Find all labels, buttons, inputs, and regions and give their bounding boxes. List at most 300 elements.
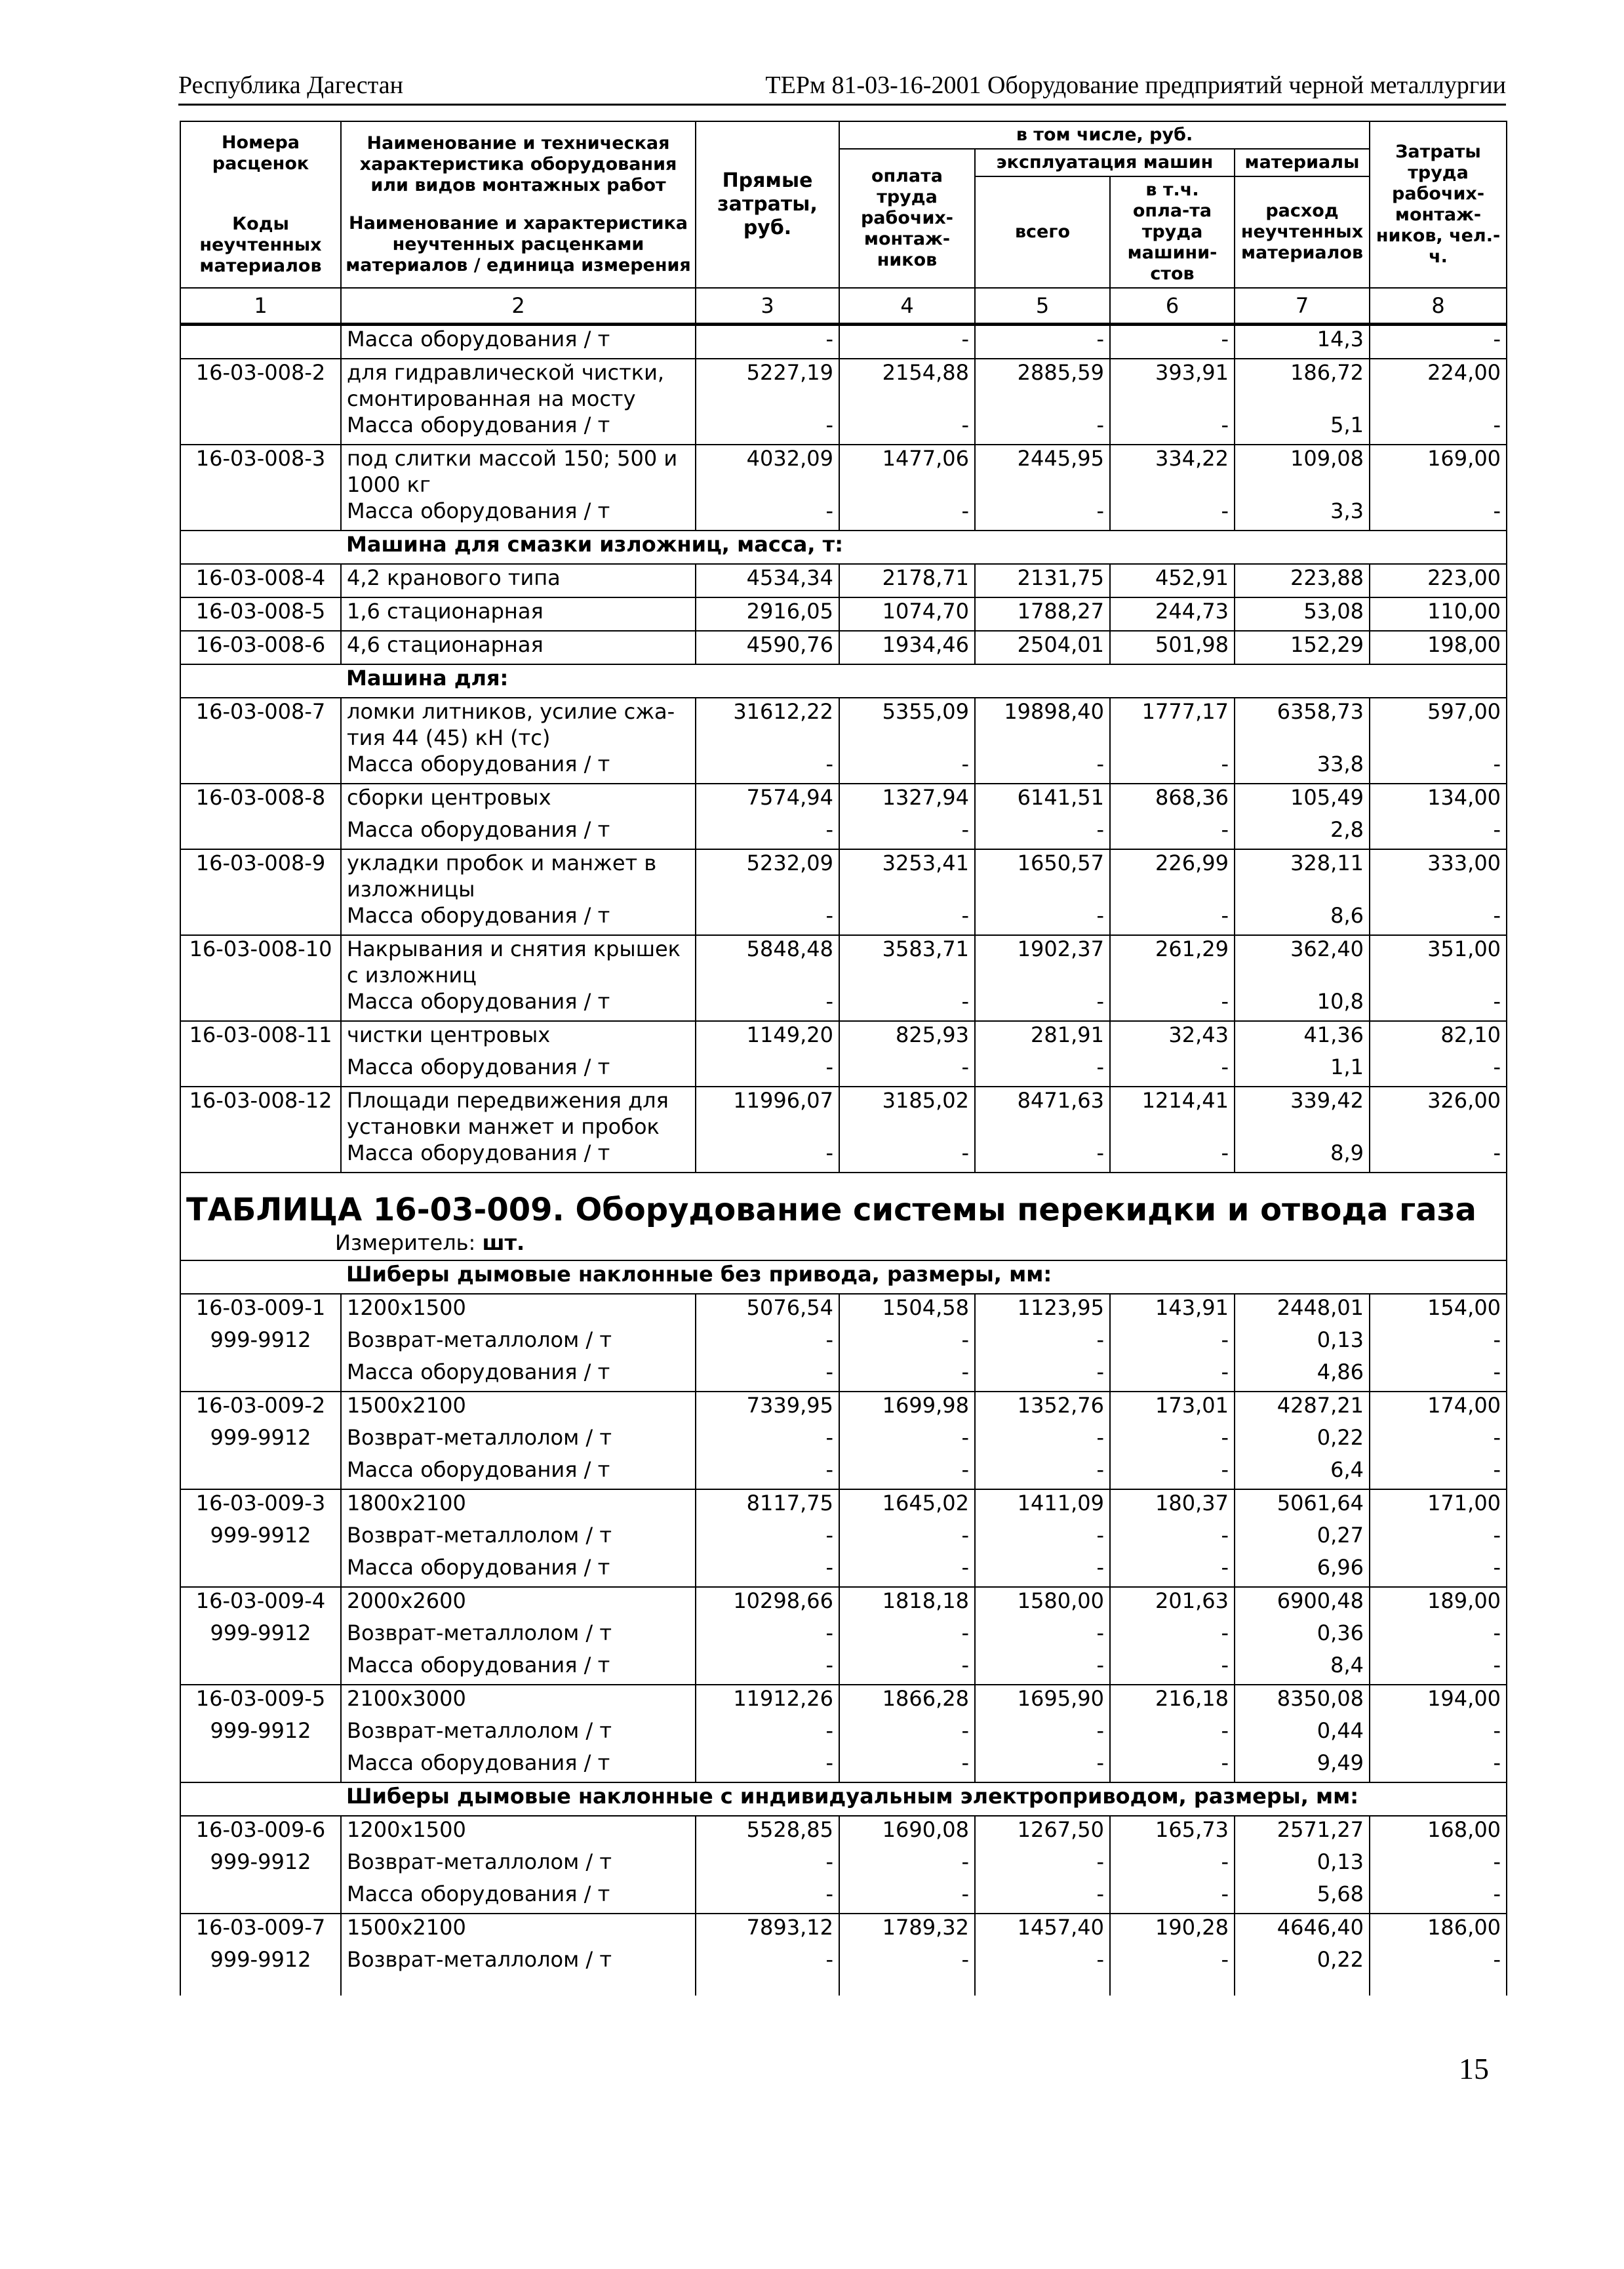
value-cell: 333,00: [1370, 849, 1507, 902]
value-cell: -: [975, 1849, 1110, 1881]
value-cell: 597,00: [1370, 698, 1507, 751]
value-cell: -: [839, 325, 975, 359]
value-cell: 226,99: [1110, 849, 1235, 902]
value-cell: 1650,57: [975, 849, 1110, 902]
description-cell: Возврат-металлолом / т: [341, 1522, 696, 1554]
col-header-machinist-pay: в т.ч. опла-та труда машини-стов: [1110, 176, 1235, 288]
description-cell: 4,6 стационарная: [341, 631, 696, 664]
value-cell: 6900,48: [1235, 1587, 1370, 1620]
col-header-including: в том числе, руб.: [839, 121, 1370, 149]
section-title: Шиберы дымовые наклонные без привода, размеры, мм:: [346, 1262, 1052, 1287]
value-cell: 8350,08: [1235, 1685, 1370, 1717]
value-cell: 1934,46: [839, 631, 975, 664]
value-cell: -: [696, 1456, 839, 1489]
value-cell: -: [696, 988, 839, 1021]
value-cell: -: [696, 1620, 839, 1652]
value-cell: 7893,12: [696, 1914, 839, 1946]
continuation-cell: [975, 1978, 1110, 1996]
section-spacer: [341, 1260, 1507, 1294]
value-cell: 339,42: [1235, 1087, 1370, 1140]
value-cell: -: [696, 1750, 839, 1782]
value-cell: 393,91: [1110, 359, 1235, 412]
value-cell: 82,10: [1370, 1021, 1507, 1054]
value-cell: -: [696, 902, 839, 935]
rate-code-cell: [180, 751, 341, 784]
value-cell: -: [696, 1359, 839, 1392]
value-cell: -: [839, 1327, 975, 1359]
value-cell: 1690,08: [839, 1816, 975, 1849]
value-cell: -: [1110, 1456, 1235, 1489]
value-cell: 11996,07: [696, 1087, 839, 1140]
description-cell: ломки литников, усилие сжа-тия 44 (45) кН (тс): [341, 698, 696, 751]
col-header-labor-hours: Затраты труда рабочих-монтаж-ников, чел.-ч.: [1370, 121, 1507, 288]
value-cell: 2916,05: [696, 597, 839, 631]
value-cell: -: [839, 988, 975, 1021]
column-number: 1: [180, 288, 341, 325]
description-cell: Масса оборудования / т: [341, 1554, 696, 1587]
value-cell: -: [839, 1652, 975, 1685]
value-cell: 33,8: [1235, 751, 1370, 784]
value-cell: -: [696, 1717, 839, 1750]
table-row: [180, 359, 1507, 412]
table-row: [180, 1849, 1507, 1881]
value-cell: 3583,71: [839, 935, 975, 988]
table-row: [180, 1816, 1507, 1849]
value-cell: -: [696, 1327, 839, 1359]
description-cell: 1800x2100: [341, 1489, 696, 1522]
value-cell: -: [839, 1456, 975, 1489]
value-cell: 198,00: [1370, 631, 1507, 664]
value-cell: -: [1110, 816, 1235, 849]
value-cell: 8,4: [1235, 1652, 1370, 1685]
continuation-cell: [1370, 1978, 1507, 1996]
page-number: 15: [1459, 2052, 1489, 2085]
value-cell: 186,72: [1235, 359, 1370, 412]
section-spacer: [180, 531, 341, 564]
col-header-name-top: Наименование и техническая характеристика оборудования или видов монтажных работ: [359, 133, 677, 195]
value-cell: -: [1370, 1849, 1507, 1881]
rates-table-container: [180, 121, 1506, 1996]
rate-code-cell: [180, 1456, 341, 1489]
rate-code-cell: 16-03-008-2: [180, 359, 341, 412]
value-cell: 168,00: [1370, 1816, 1507, 1849]
value-cell: 4032,09: [696, 445, 839, 498]
table-row: [180, 1054, 1507, 1087]
table-row: [180, 1522, 1507, 1554]
value-cell: 6141,51: [975, 784, 1110, 816]
description-cell: Накрывания и снятия крышек с изложниц: [341, 935, 696, 988]
rate-code-cell: 999-9912: [180, 1424, 341, 1456]
description-cell: Масса оборудования / т: [341, 1750, 696, 1782]
table-row: [180, 816, 1507, 849]
value-cell: -: [975, 1456, 1110, 1489]
continuation-cell: [341, 1978, 696, 1996]
value-cell: -: [839, 1717, 975, 1750]
rate-code-cell: 999-9912: [180, 1522, 341, 1554]
value-cell: 4590,76: [696, 631, 839, 664]
value-cell: 105,49: [1235, 784, 1370, 816]
value-cell: 201,63: [1110, 1587, 1235, 1620]
value-cell: 31612,22: [696, 698, 839, 751]
column-number: 2: [341, 288, 696, 325]
value-cell: -: [975, 1717, 1110, 1750]
value-cell: -: [1370, 751, 1507, 784]
rate-code-cell: [180, 325, 341, 359]
value-cell: 1504,58: [839, 1294, 975, 1327]
value-cell: 189,00: [1370, 1587, 1507, 1620]
value-cell: 5061,64: [1235, 1489, 1370, 1522]
value-cell: 1818,18: [839, 1587, 975, 1620]
value-cell: -: [696, 1054, 839, 1087]
value-cell: 1477,06: [839, 445, 975, 498]
table-title-cell: [180, 1173, 1507, 1260]
rate-code-cell: [180, 1054, 341, 1087]
description-cell: Масса оборудования / т: [341, 1881, 696, 1914]
value-cell: 6,4: [1235, 1456, 1370, 1489]
value-cell: -: [1370, 325, 1507, 359]
value-cell: 11912,26: [696, 1685, 839, 1717]
section-spacer: [341, 664, 1507, 698]
continuation-cell: [1235, 1978, 1370, 1996]
section-heading-row: [180, 1260, 1507, 1294]
value-cell: 2445,95: [975, 445, 1110, 498]
value-cell: 1327,94: [839, 784, 975, 816]
value-cell: -: [1110, 1424, 1235, 1456]
value-cell: -: [696, 1522, 839, 1554]
value-cell: 6,96: [1235, 1554, 1370, 1587]
description-cell: Масса оборудования / т: [341, 1652, 696, 1685]
rate-code-cell: [180, 1881, 341, 1914]
col-header-machine-operation: эксплуатация машин: [975, 149, 1235, 176]
value-cell: -: [839, 412, 975, 445]
running-header: [178, 71, 1506, 106]
description-cell: Возврат-металлолом / т: [341, 1327, 696, 1359]
value-cell: 261,29: [1110, 935, 1235, 988]
continuation-cell: [696, 1978, 839, 1996]
description-cell: Масса оборудования / т: [341, 816, 696, 849]
value-cell: 173,01: [1110, 1392, 1235, 1424]
table-title-row: [180, 1173, 1507, 1260]
value-cell: 4,86: [1235, 1359, 1370, 1392]
column-number: 6: [1110, 288, 1235, 325]
value-cell: -: [1110, 1054, 1235, 1087]
rate-code-cell: 16-03-008-7: [180, 698, 341, 751]
description-cell: Масса оборудования / т: [341, 325, 696, 359]
rate-code-cell: 999-9912: [180, 1620, 341, 1652]
value-cell: -: [839, 1849, 975, 1881]
description-cell: 1200x1500: [341, 1294, 696, 1327]
description-cell: Масса оборудования / т: [341, 1359, 696, 1392]
rate-code-cell: [180, 1554, 341, 1587]
value-cell: 224,00: [1370, 359, 1507, 412]
value-cell: -: [696, 1946, 839, 1978]
value-cell: 223,88: [1235, 564, 1370, 597]
value-cell: 190,28: [1110, 1914, 1235, 1946]
table-row: [180, 1456, 1507, 1489]
value-cell: 1788,27: [975, 597, 1110, 631]
value-cell: 326,00: [1370, 1087, 1507, 1140]
description-cell: под слитки массой 150; 500 и 1000 кг: [341, 445, 696, 498]
description-cell: Масса оборудования / т: [341, 751, 696, 784]
table-row: [180, 1620, 1507, 1652]
table-row: [180, 1914, 1507, 1946]
rate-code-cell: 16-03-008-9: [180, 849, 341, 902]
value-cell: -: [1110, 1140, 1235, 1173]
value-cell: 32,43: [1110, 1021, 1235, 1054]
value-cell: 4646,40: [1235, 1914, 1370, 1946]
value-cell: -: [1110, 1881, 1235, 1914]
value-cell: 2448,01: [1235, 1294, 1370, 1327]
section-spacer: [341, 531, 1507, 564]
value-cell: -: [839, 1554, 975, 1587]
value-cell: -: [1110, 1750, 1235, 1782]
value-cell: -: [839, 751, 975, 784]
table-row: [180, 1392, 1507, 1424]
value-cell: 1699,98: [839, 1392, 975, 1424]
table-row: [180, 498, 1507, 531]
table-header-row-1: [180, 121, 1507, 149]
description-cell: Возврат-металлолом / т: [341, 1849, 696, 1881]
value-cell: 180,37: [1110, 1489, 1235, 1522]
description-cell: Масса оборудования / т: [341, 988, 696, 1021]
value-cell: -: [696, 498, 839, 531]
description-cell: 1500x2100: [341, 1914, 696, 1946]
rate-code-cell: 16-03-008-6: [180, 631, 341, 664]
value-cell: 110,00: [1370, 597, 1507, 631]
table-row: [180, 631, 1507, 664]
value-cell: 5,1: [1235, 412, 1370, 445]
rate-code-cell: [180, 902, 341, 935]
value-cell: -: [1110, 751, 1235, 784]
value-cell: 19898,40: [975, 698, 1110, 751]
value-cell: -: [1370, 816, 1507, 849]
table-row: [180, 1087, 1507, 1140]
section-heading-row: [180, 531, 1507, 564]
col-header-rate-number-top: Номера расценок: [212, 132, 309, 174]
table-row: [180, 325, 1507, 359]
value-cell: 1074,70: [839, 597, 975, 631]
rate-code-cell: 16-03-009-7: [180, 1914, 341, 1946]
rate-code-cell: 16-03-009-5: [180, 1685, 341, 1717]
value-cell: 2131,75: [975, 564, 1110, 597]
description-cell: Площади передвижения для установки манжет и пробок: [341, 1087, 696, 1140]
table-row: [180, 1489, 1507, 1522]
rate-code-cell: 999-9912: [180, 1946, 341, 1978]
value-cell: 8117,75: [696, 1489, 839, 1522]
value-cell: 134,00: [1370, 784, 1507, 816]
unit-of-measure: [186, 1230, 1501, 1260]
value-cell: 825,93: [839, 1021, 975, 1054]
description-cell: 1,6 стационарная: [341, 597, 696, 631]
value-cell: -: [975, 498, 1110, 531]
col-header-labor-pay: оплата труда рабочих-монтаж-ников: [839, 149, 975, 288]
value-cell: -: [839, 1140, 975, 1173]
description-cell: Возврат-металлолом / т: [341, 1620, 696, 1652]
section-spacer: [180, 1260, 341, 1294]
table-row: [180, 784, 1507, 816]
section-title: Машина для смазки изложниц, масса, т:: [346, 532, 843, 557]
table-row: [180, 1359, 1507, 1392]
table-row: [180, 1652, 1507, 1685]
table-continuation-row: [180, 1978, 1507, 1996]
value-cell: 1267,50: [975, 1816, 1110, 1849]
column-number: 4: [839, 288, 975, 325]
value-cell: 169,00: [1370, 445, 1507, 498]
description-cell: 1200x1500: [341, 1816, 696, 1849]
rate-code-cell: [180, 1652, 341, 1685]
value-cell: 1645,02: [839, 1489, 975, 1522]
value-cell: 1777,17: [1110, 698, 1235, 751]
col-header-name-bottom: Наименование и характеристика неучтенных расценками материалов / единица измерения: [346, 213, 691, 275]
value-cell: 351,00: [1370, 935, 1507, 988]
value-cell: 1902,37: [975, 935, 1110, 988]
value-cell: 2504,01: [975, 631, 1110, 664]
value-cell: 5848,48: [696, 935, 839, 988]
value-cell: -: [975, 1620, 1110, 1652]
value-cell: 194,00: [1370, 1685, 1507, 1717]
rate-code-cell: 999-9912: [180, 1717, 341, 1750]
value-cell: 171,00: [1370, 1489, 1507, 1522]
table-row: [180, 1294, 1507, 1327]
value-cell: 0,44: [1235, 1717, 1370, 1750]
rate-code-cell: [180, 498, 341, 531]
value-cell: -: [1110, 1359, 1235, 1392]
value-cell: -: [975, 1946, 1110, 1978]
value-cell: -: [696, 816, 839, 849]
value-cell: 1695,90: [975, 1685, 1110, 1717]
description-cell: Масса оборудования / т: [341, 412, 696, 445]
table-row: [180, 445, 1507, 498]
value-cell: 7574,94: [696, 784, 839, 816]
value-cell: -: [1370, 1750, 1507, 1782]
value-cell: 4534,34: [696, 564, 839, 597]
value-cell: 165,73: [1110, 1816, 1235, 1849]
value-cell: 362,40: [1235, 935, 1370, 988]
value-cell: -: [696, 1652, 839, 1685]
value-cell: -: [1370, 1359, 1507, 1392]
value-cell: -: [696, 412, 839, 445]
value-cell: -: [975, 751, 1110, 784]
value-cell: 8,6: [1235, 902, 1370, 935]
value-cell: 2154,88: [839, 359, 975, 412]
column-number: 8: [1370, 288, 1507, 325]
value-cell: -: [975, 1554, 1110, 1587]
value-cell: -: [975, 1140, 1110, 1173]
value-cell: -: [975, 988, 1110, 1021]
description-cell: укладки пробок и манжет в изложницы: [341, 849, 696, 902]
value-cell: 1123,95: [975, 1294, 1110, 1327]
col-header-machine-total: всего: [975, 176, 1110, 288]
description-cell: чистки центровых: [341, 1021, 696, 1054]
value-cell: -: [696, 325, 839, 359]
rate-code-cell: 16-03-008-3: [180, 445, 341, 498]
value-cell: 2178,71: [839, 564, 975, 597]
section-heading-row: [180, 1782, 1507, 1816]
value-cell: 1214,41: [1110, 1087, 1235, 1140]
value-cell: 14,3: [1235, 325, 1370, 359]
value-cell: 2571,27: [1235, 1816, 1370, 1849]
table-row: [180, 1424, 1507, 1456]
section-title: Машина для:: [346, 666, 509, 691]
value-cell: 41,36: [1235, 1021, 1370, 1054]
value-cell: -: [1370, 1522, 1507, 1554]
value-cell: 5227,19: [696, 359, 839, 412]
value-cell: 174,00: [1370, 1392, 1507, 1424]
value-cell: 0,36: [1235, 1620, 1370, 1652]
value-cell: -: [1110, 412, 1235, 445]
value-cell: 9,49: [1235, 1750, 1370, 1782]
continuation-cell: [1110, 1978, 1235, 1996]
table-row: [180, 751, 1507, 784]
value-cell: 1149,20: [696, 1021, 839, 1054]
value-cell: -: [1110, 1717, 1235, 1750]
description-cell: 4,2 кранового типа: [341, 564, 696, 597]
rate-code-cell: [180, 1140, 341, 1173]
value-cell: -: [975, 412, 1110, 445]
value-cell: 0,22: [1235, 1424, 1370, 1456]
value-cell: -: [839, 1054, 975, 1087]
value-cell: -: [1370, 988, 1507, 1021]
value-cell: 10298,66: [696, 1587, 839, 1620]
value-cell: 1457,40: [975, 1914, 1110, 1946]
rate-code-cell: [180, 1359, 341, 1392]
header-region: Республика Дагестан: [178, 71, 403, 99]
value-cell: -: [1110, 902, 1235, 935]
value-cell: 1580,00: [975, 1587, 1110, 1620]
value-cell: -: [696, 1424, 839, 1456]
value-cell: 8,9: [1235, 1140, 1370, 1173]
value-cell: 868,36: [1110, 784, 1235, 816]
rate-code-cell: 16-03-008-11: [180, 1021, 341, 1054]
value-cell: 5076,54: [696, 1294, 839, 1327]
value-cell: 5232,09: [696, 849, 839, 902]
col-header-material-code: Коды неучтенных материалов: [199, 214, 322, 276]
rate-code-cell: 16-03-009-2: [180, 1392, 341, 1424]
table-row: [180, 988, 1507, 1021]
description-cell: 1500x2100: [341, 1392, 696, 1424]
value-cell: -: [975, 1652, 1110, 1685]
table-row: [180, 1750, 1507, 1782]
table-row: [180, 412, 1507, 445]
value-cell: 5528,85: [696, 1816, 839, 1849]
column-number: 3: [696, 288, 839, 325]
value-cell: -: [1110, 1522, 1235, 1554]
col-header-materials: материалы: [1235, 149, 1370, 176]
value-cell: -: [1110, 1849, 1235, 1881]
value-cell: -: [975, 902, 1110, 935]
value-cell: -: [696, 1140, 839, 1173]
continuation-cell: [180, 1978, 341, 1996]
value-cell: -: [1370, 1424, 1507, 1456]
value-cell: 2885,59: [975, 359, 1110, 412]
table-row: [180, 698, 1507, 751]
value-cell: 10,8: [1235, 988, 1370, 1021]
value-cell: 154,00: [1370, 1294, 1507, 1327]
table-row: [180, 1554, 1507, 1587]
value-cell: -: [839, 1359, 975, 1392]
value-cell: -: [975, 325, 1110, 359]
description-cell: Масса оборудования / т: [341, 1054, 696, 1087]
description-cell: Масса оборудования / т: [341, 1456, 696, 1489]
value-cell: -: [1370, 902, 1507, 935]
value-cell: -: [1110, 1554, 1235, 1587]
description-cell: для гидравлической чистки, смонтированная на мосту: [341, 359, 696, 412]
value-cell: 1,1: [1235, 1054, 1370, 1087]
rate-code-cell: 16-03-009-1: [180, 1294, 341, 1327]
rate-code-cell: 16-03-009-3: [180, 1489, 341, 1522]
value-cell: 1866,28: [839, 1685, 975, 1717]
table-row: [180, 1140, 1507, 1173]
